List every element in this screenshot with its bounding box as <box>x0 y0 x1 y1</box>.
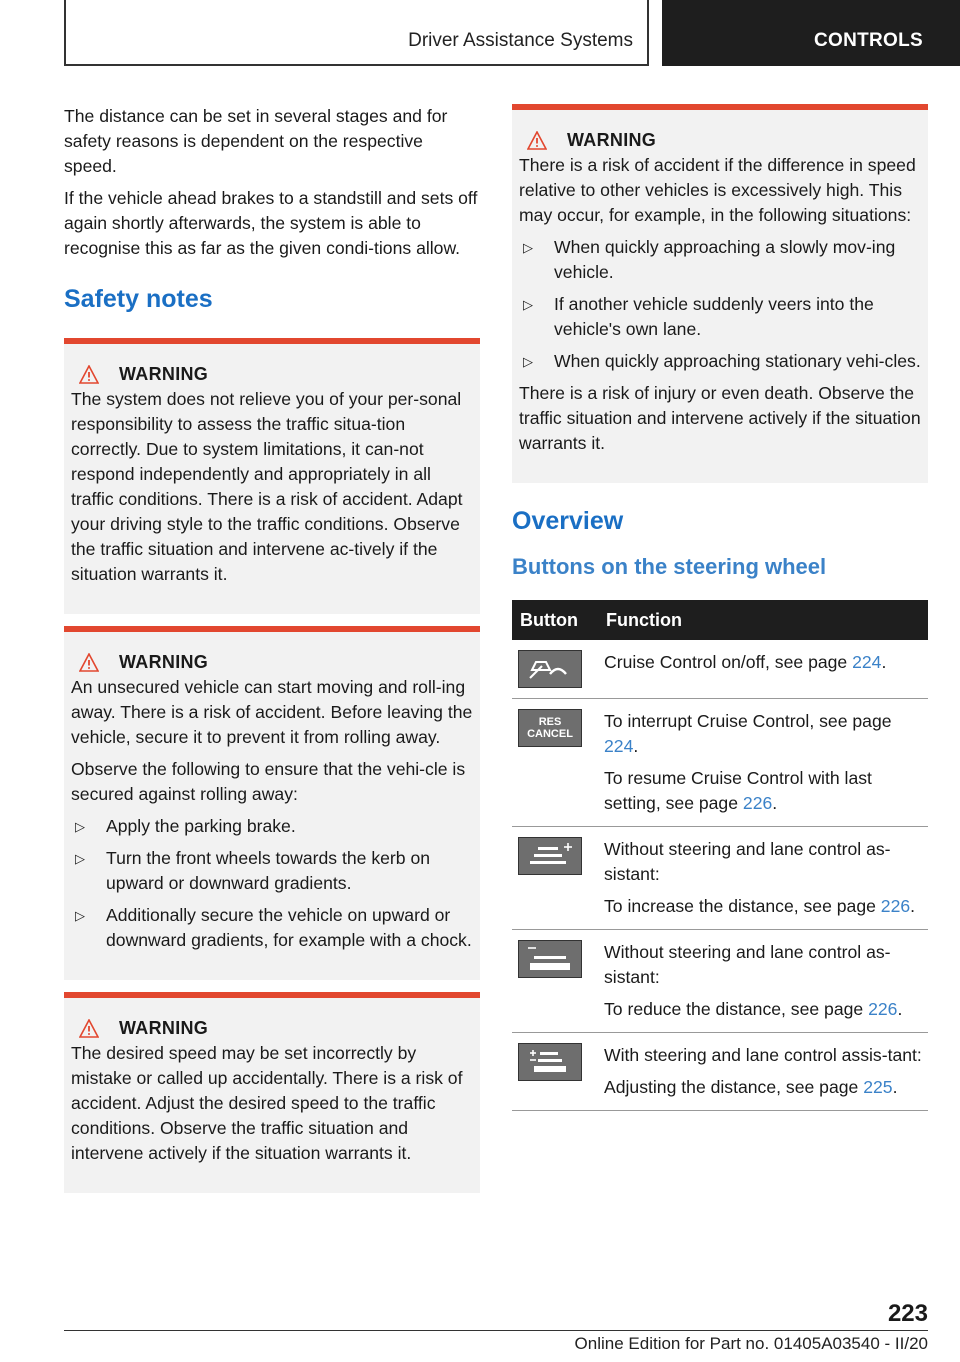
warning-title: WARNING <box>567 130 657 150</box>
intro-paragraph-1: The distance can be set in several stages and for safety reasons is dependent on the respective speed. <box>64 106 448 176</box>
function-text: To increase the distance, see page 226. <box>604 896 916 916</box>
header-chapter-box <box>662 0 960 66</box>
warning-text: There is a risk of injury or even death. Observe the traffic situation and intervene actively if the situation warrants it. <box>519 383 921 453</box>
distance-adjust-icon <box>518 1043 582 1081</box>
bullet-triangle-icon: ▷ <box>75 851 85 866</box>
list-item: ▷ When quickly approaching stationary vehi-cles. <box>519 349 921 374</box>
function-text: Adjusting the distance, see page 225. <box>604 1077 898 1097</box>
edition-text: Online Edition for Part no. 01405A03540 - II/20 <box>574 1334 928 1353</box>
intro-paragraph-2: If the vehicle ahead brakes to a standstill and sets off again shortly afterwards, the system is able to recognise this as far as the given condi-tions allow. <box>64 188 478 258</box>
page-number: 223 <box>887 1300 928 1327</box>
page-link[interactable]: 226 <box>868 999 898 1019</box>
right-column <box>512 104 928 1111</box>
safety-notes-heading: Safety notes <box>64 285 213 313</box>
cruise-control-icon <box>518 650 582 688</box>
function-text: To resume Cruise Control with last setting, see page 226. <box>604 768 872 813</box>
warning-list <box>519 235 921 374</box>
warning-title: WARNING <box>119 364 209 384</box>
warning-list <box>71 814 473 953</box>
distance-decrease-icon <box>518 940 582 978</box>
function-text: To interrupt Cruise Control, see page 224. <box>604 711 892 756</box>
warning-text: The desired speed may be set incorrectly by mistake or called up accidentally. There is a risk of accident. Adjust the desired speed to the traffic conditions. Observe the traffic situation and intervene actively if the situation warrants it. <box>71 1043 463 1163</box>
header-section-title: Driver Assistance Systems <box>408 30 633 51</box>
page-link[interactable]: 226 <box>880 896 911 916</box>
list-item: ▷ When quickly approaching a slowly mov-ing vehicle. <box>523 237 896 282</box>
warning-text: Observe the following to ensure that the vehi-cle is secured against rolling away: <box>71 759 466 804</box>
column-header-function: Function <box>598 600 928 640</box>
page-link[interactable]: 226 <box>742 793 773 813</box>
warning-box-1 <box>64 338 480 614</box>
page-link[interactable]: 224 <box>852 652 882 672</box>
cancel-label: CANCEL <box>527 728 573 740</box>
function-text: Cruise Control on/off, see page 224. <box>604 652 887 672</box>
warning-box-4 <box>512 104 928 483</box>
warning-box-3 <box>64 992 480 1193</box>
list-item: ▷ Apply the parking brake. <box>71 814 473 839</box>
table-row <box>512 640 928 699</box>
page-link[interactable]: 225 <box>863 1077 893 1097</box>
footer-divider <box>64 1330 928 1331</box>
list-item: ▷ If another vehicle suddenly veers into the vehicle's own lane. <box>523 294 874 339</box>
distance-increase-icon <box>518 837 582 875</box>
table-row <box>512 699 928 827</box>
warning-triangle-icon <box>79 1019 99 1039</box>
warning-triangle-icon <box>527 131 547 151</box>
header-section-box <box>64 0 649 66</box>
function-text: Without steering and lane control as-sistant: <box>604 839 891 884</box>
bullet-triangle-icon: ▷ <box>75 908 85 923</box>
buttons-subheading: Buttons on the steering wheel <box>512 554 827 579</box>
warning-triangle-icon <box>79 653 99 673</box>
table-row <box>512 827 928 930</box>
list-item: ▷ Additionally secure the vehicle on upward or downward gradients, for example with a chock. <box>75 905 472 950</box>
function-text: With steering and lane control assis-tant: <box>604 1045 922 1065</box>
warning-text: There is a risk of accident if the difference in speed relative to other vehicles is excessively high. This may occur, for example, in the following situations: <box>519 155 916 225</box>
bullet-triangle-icon: ▷ <box>523 354 533 369</box>
buttons-table <box>512 600 928 1111</box>
overview-heading: Overview <box>512 507 624 535</box>
header-chapter-title: CONTROLS <box>814 30 924 51</box>
warning-title: WARNING <box>119 1018 209 1038</box>
page-header <box>0 0 960 66</box>
function-text: Without steering and lane control as-sistant: <box>604 942 891 987</box>
page-link[interactable]: 224 <box>604 736 634 756</box>
warning-text: The system does not relieve you of your per-sonal responsibility to assess the traffic situa-tion correctly. Due to system limitations, it can-not respond independently and appropriately in all traffic conditions. There is a risk of accident. Adapt your driving style to the traffic conditions. Observe the traffic situation and intervene ac-tively if the situation warrants it. <box>71 389 463 584</box>
warning-text: An unsecured vehicle can start moving and roll-ing away. There is a risk of accident. Before leaving the vehicle, secure it to prevent it from rolling away. <box>71 677 473 747</box>
bullet-triangle-icon: ▷ <box>75 819 85 834</box>
table-row <box>512 1033 928 1111</box>
res-cancel-icon <box>518 709 582 747</box>
left-column <box>64 104 480 1205</box>
res-label: RES <box>538 716 562 728</box>
column-header-button: Button <box>512 600 598 640</box>
warning-title: WARNING <box>119 652 209 672</box>
table-row <box>512 930 928 1033</box>
bullet-triangle-icon: ▷ <box>523 297 533 312</box>
bullet-triangle-icon: ▷ <box>523 240 533 255</box>
list-item: ▷ Turn the front wheels towards the kerb on upward or downward gradients. <box>75 848 431 893</box>
warning-box-2 <box>64 626 480 980</box>
function-text: To reduce the distance, see page 226. <box>604 999 903 1019</box>
warning-triangle-icon <box>79 365 99 385</box>
